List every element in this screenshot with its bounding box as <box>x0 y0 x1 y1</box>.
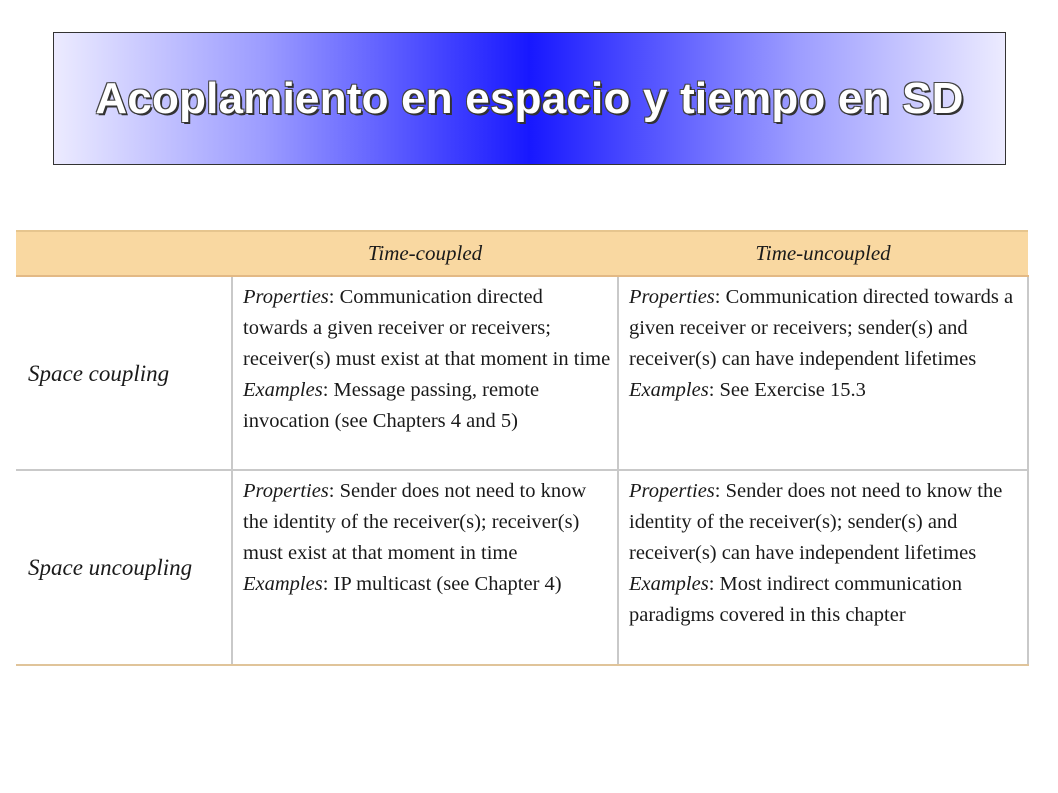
examples-label: Examples <box>243 379 323 401</box>
properties-label: Properties <box>629 286 715 308</box>
properties-label: Properties <box>243 286 329 308</box>
examples-label: Examples <box>243 573 323 595</box>
examples-text: : See Exercise 15.3 <box>708 379 866 401</box>
examples-label: Examples <box>629 573 709 595</box>
table-cell <box>618 276 1028 470</box>
table-cell <box>232 276 618 470</box>
table-cell <box>232 470 618 665</box>
properties-text: : Communication directed towards a given receiver or receivers; sender(s) and receiver(s) can have independent lifetimes <box>629 286 1014 370</box>
properties-label: Properties <box>243 480 329 502</box>
column-header-time-coupled: Time-coupled <box>232 231 618 276</box>
properties-text: : Communication directed towards a given receiver or receivers; receiver(s) must exist at that moment in time <box>243 286 611 370</box>
slide-title: Acoplamiento en espacio y tiempo en SD <box>95 73 964 123</box>
properties-text: : Sender does not need to know the identity of the receiver(s); sender(s) and receiver(s) can have independent lifetimes <box>629 480 1003 564</box>
examples-text: : IP multicast (see Chapter 4) <box>322 573 562 595</box>
properties-label: Properties <box>629 480 715 502</box>
examples-text: : Message passing, remote invocation (see Chapters 4 and 5) <box>243 379 540 432</box>
properties-text: : Sender does not need to know the identity of the receiver(s); receiver(s) must exist at that moment in time <box>243 480 587 564</box>
examples-label: Examples <box>629 379 709 401</box>
column-header-time-uncoupled: Time-uncoupled <box>618 231 1028 276</box>
examples-text: : Most indirect communication paradigms covered in this chapter <box>629 573 963 626</box>
coupling-table <box>16 230 1029 666</box>
table-header-row <box>16 231 1028 276</box>
table-corner-cell <box>16 231 232 276</box>
table-row-space-coupling <box>16 276 1028 470</box>
slide-title-banner <box>53 32 1006 165</box>
table-cell <box>618 470 1028 665</box>
row-label-space-uncoupling: Space uncoupling <box>16 470 232 665</box>
row-label-space-coupling: Space coupling <box>16 276 232 470</box>
table-row-space-uncoupling <box>16 470 1028 665</box>
